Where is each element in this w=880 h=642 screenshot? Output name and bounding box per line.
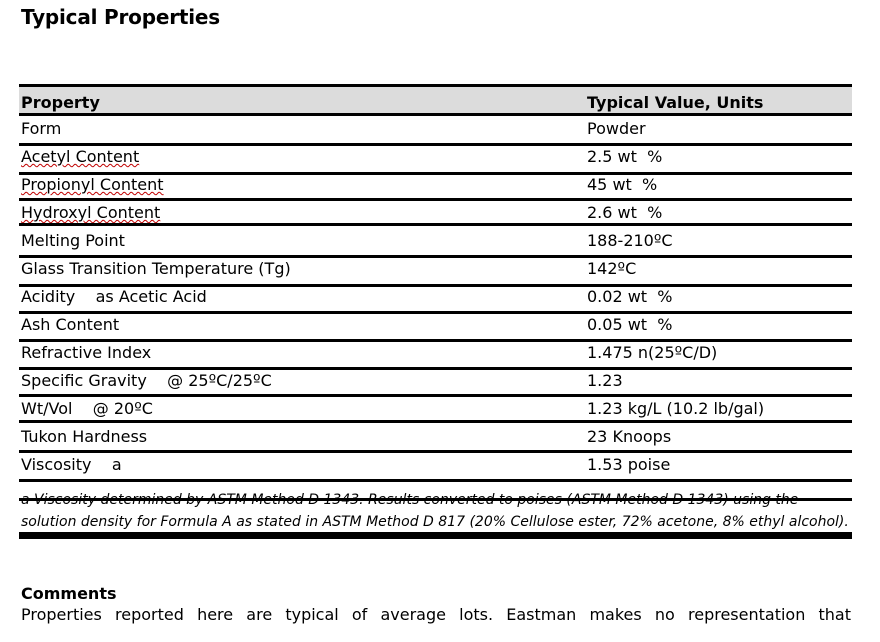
comments-heading: Comments bbox=[21, 584, 117, 603]
property-value: 1.53 poise bbox=[587, 455, 671, 474]
table-row bbox=[19, 424, 852, 452]
property-value: 188-210ºC bbox=[587, 231, 673, 250]
page-title: Typical Properties bbox=[21, 5, 220, 29]
table-row bbox=[19, 228, 852, 256]
table-row bbox=[19, 340, 852, 368]
property-name: Acidity as Acetic Acid bbox=[21, 287, 207, 306]
header-typical-value: Typical Value, Units bbox=[587, 93, 764, 112]
property-value: 1.23 kg/L (10.2 lb/gal) bbox=[587, 399, 765, 418]
property-name: Hydroxyl Content bbox=[21, 203, 161, 222]
property-name: Acetyl Content bbox=[21, 147, 140, 166]
property-name: Ash Content bbox=[21, 315, 120, 334]
table-header bbox=[19, 87, 852, 116]
comments-text: Properties reported here are typical of average lots. Eastman makes no representation that bbox=[21, 605, 851, 624]
property-name: Melting Point bbox=[21, 231, 125, 250]
property-name: Propionyl Content bbox=[21, 175, 164, 194]
row-rule bbox=[19, 420, 852, 423]
row-rule bbox=[19, 223, 852, 226]
property-value: 2.5 wt % bbox=[587, 147, 663, 166]
table-row bbox=[19, 172, 852, 200]
property-name: Specific Gravity @ 25ºC/25ºC bbox=[21, 371, 272, 390]
table-row bbox=[19, 144, 852, 172]
property-name: Viscosity a bbox=[21, 455, 122, 474]
property-name: Wt/Vol @ 20ºC bbox=[21, 399, 153, 418]
footnote: a Viscosity determined by ASTM Method D 1343. Results converted to poises (ASTM Method D 1343) using the solution density for Formula A as stated in ASTM Method D 817 (20% Cellulose ester, 72% acetone, 8% ethyl alcohol). bbox=[21, 492, 849, 530]
table-body bbox=[19, 116, 852, 480]
property-value: 0.02 wt % bbox=[587, 287, 673, 306]
property-value: 142ºC bbox=[587, 259, 637, 278]
table-row bbox=[19, 368, 852, 396]
table-row bbox=[19, 284, 852, 312]
property-name: Glass Transition Temperature (Tg) bbox=[21, 259, 291, 278]
property-value: 45 wt % bbox=[587, 175, 658, 194]
property-value: 0.05 wt % bbox=[587, 315, 673, 334]
property-name: Refractive Index bbox=[21, 343, 152, 362]
property-value: 2.6 wt % bbox=[587, 203, 663, 222]
property-value: 1.23 bbox=[587, 371, 623, 390]
property-value: 23 Knoops bbox=[587, 427, 672, 446]
table-row bbox=[19, 256, 852, 284]
property-name: Form bbox=[21, 119, 62, 138]
property-value: Powder bbox=[587, 119, 646, 138]
table-row bbox=[19, 116, 852, 144]
table-bottom-rule bbox=[19, 532, 852, 539]
table-row bbox=[19, 200, 852, 228]
row-rule bbox=[19, 479, 852, 482]
property-name: Tukon Hardness bbox=[21, 427, 148, 446]
properties-table bbox=[19, 84, 852, 480]
property-value: 1.475 n(25ºC/D) bbox=[587, 343, 718, 362]
table-row bbox=[19, 396, 852, 424]
header-property: Property bbox=[21, 93, 100, 112]
table-row bbox=[19, 452, 852, 480]
table-row bbox=[19, 312, 852, 340]
